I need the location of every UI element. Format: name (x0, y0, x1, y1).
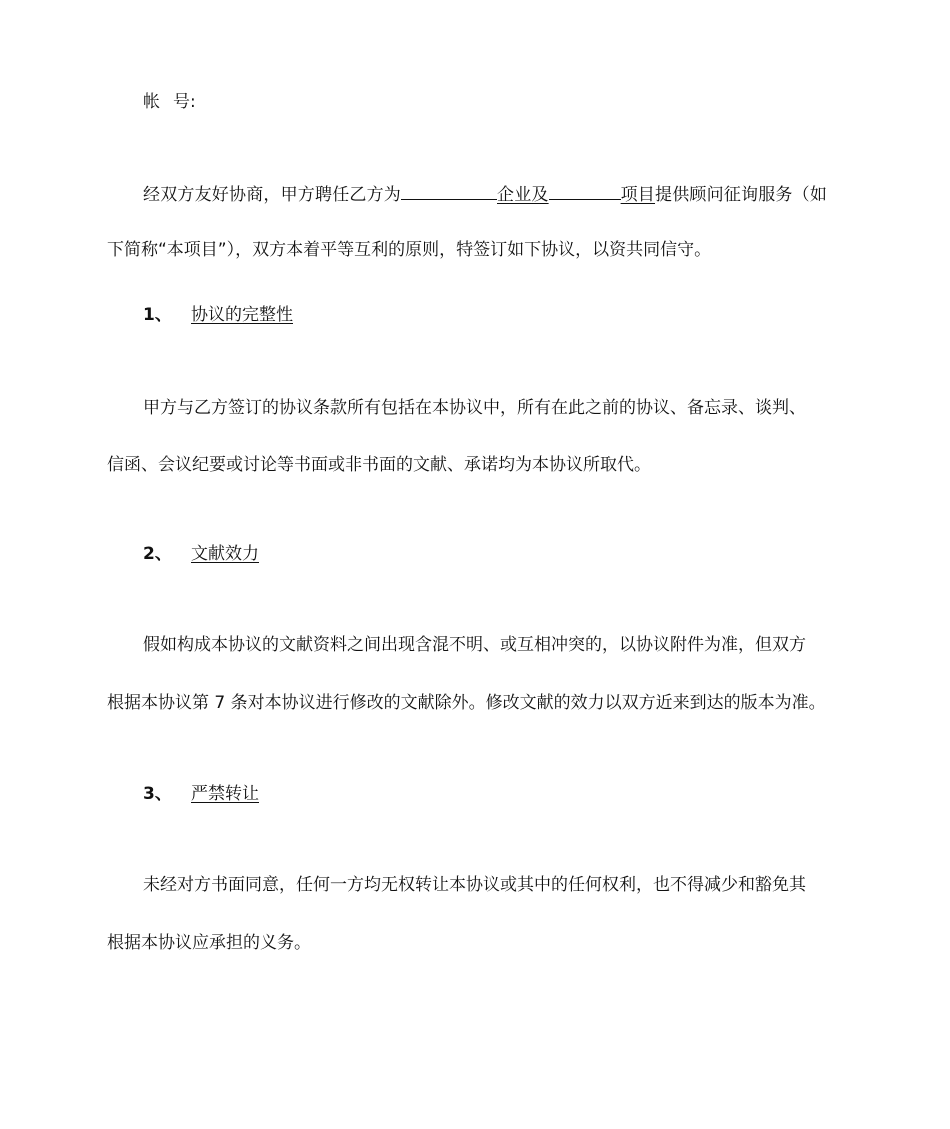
account-label-char2: 号: (173, 92, 196, 112)
section-heading-2 (0, 543, 950, 565)
intro-text-end: 提供顾问征询服务（如 (655, 185, 828, 205)
section-heading-3 (0, 783, 950, 805)
section-title: 文献效力 (191, 544, 259, 564)
section-number: 2、 (143, 544, 172, 564)
intro-paragraph-line-1 (0, 181, 950, 206)
section-3-paragraph-line-1: 未经对方书面同意，任何一方均无权转让本协议或其中的任何权利，也不得减少和豁免其 (143, 875, 806, 895)
account-label-char1: 帐 (143, 92, 160, 112)
enterprise-label: 企业及 (497, 185, 549, 205)
section-heading-1 (0, 304, 950, 326)
section-2-paragraph-line-1: 假如构成本协议的文献资料之间出现含混不明、或互相冲突的，以协议附件为准，但双方 (143, 635, 806, 655)
project-blank (549, 181, 621, 200)
section-title: 严禁转让 (191, 784, 259, 804)
section-title: 协议的完整性 (191, 305, 293, 325)
section-1-paragraph-line-2: 信函、会议纪要或讨论等书面或非书面的文献、承诺均为本协议所取代。 (107, 455, 651, 475)
section-2-paragraph-line-2: 根据本协议第 7 条对本协议进行修改的文献除外。修改文献的效力以双方近来到达的版本为准。 (107, 693, 826, 713)
section-number: 1、 (143, 305, 172, 325)
section-number: 3、 (143, 784, 172, 804)
intro-text-start: 经双方友好协商，甲方聘任乙方为 (143, 185, 401, 205)
project-label: 项目 (620, 185, 656, 205)
section-1-paragraph-line-1: 甲方与乙方签订的协议条款所有包括在本协议中，所有在此之前的协议、备忘录、谈判、 (143, 398, 806, 418)
enterprise-blank (401, 181, 497, 200)
section-3-paragraph-line-2: 根据本协议应承担的义务。 (107, 933, 311, 953)
intro-paragraph-line-2: 下简称“本项目”），双方本着平等互利的原则，特签订如下协议，以资共同信守。 (107, 240, 712, 260)
account-line (0, 91, 950, 113)
